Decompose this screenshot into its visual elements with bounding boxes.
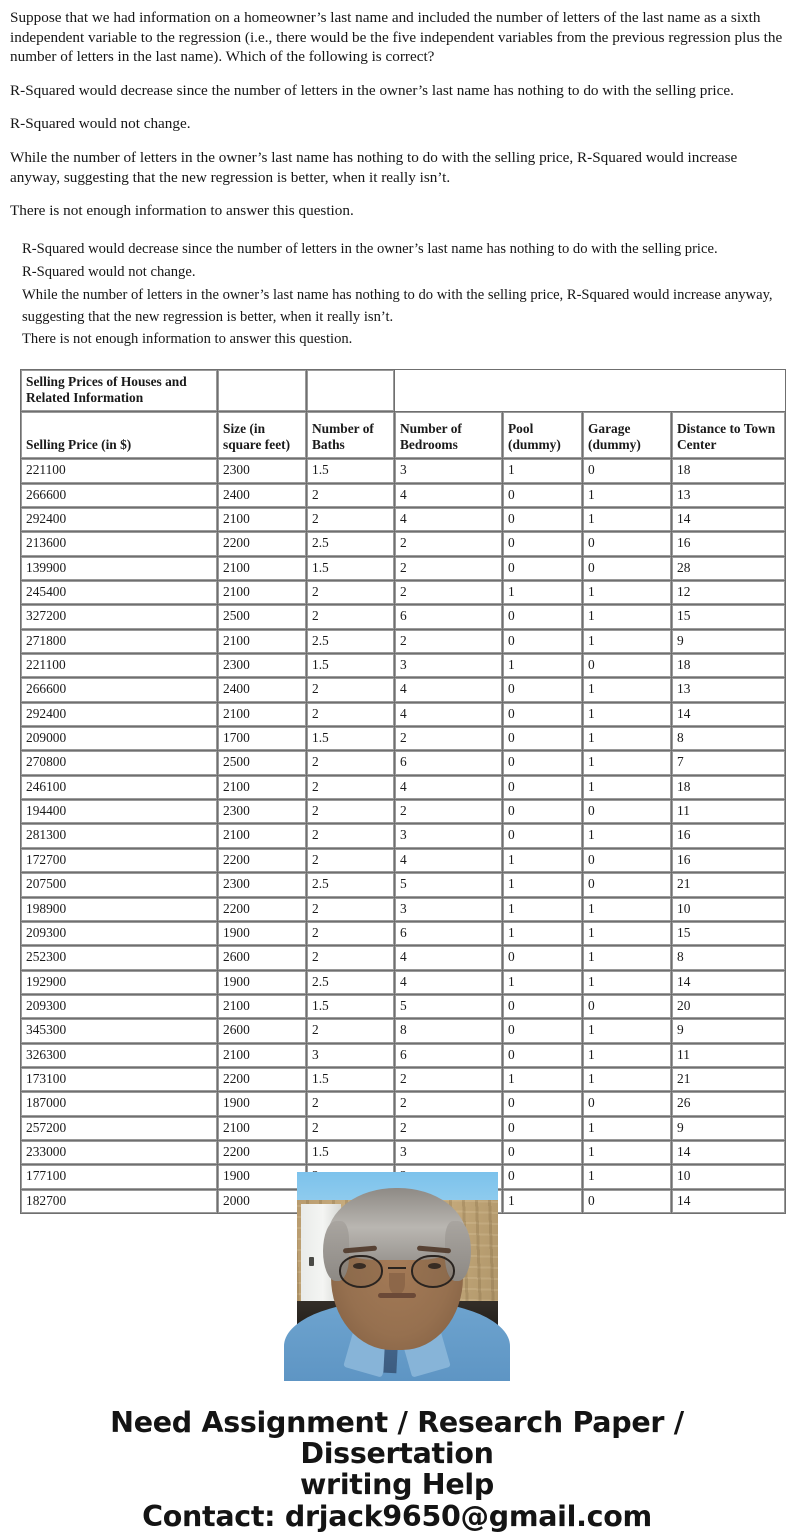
table-cell: 11 [672,800,785,823]
table-cell: 1 [503,849,582,872]
table-cell: 7 [672,751,785,774]
table-cell: 0 [503,727,582,750]
table-cell: 0 [503,946,582,969]
table-cell: 2.5 [307,873,394,896]
glasses-lens-right-icon [411,1255,455,1288]
table-cell: 14 [672,508,785,531]
table-title: Selling Prices of Houses and Related Information [21,370,217,411]
table-cell: 16 [672,824,785,847]
table-cell: 2100 [218,995,306,1018]
table-row [21,557,785,580]
table-row [21,654,785,677]
person-mouth [378,1293,416,1298]
table-row [21,484,785,507]
table-cell: 0 [583,1092,671,1115]
table-cell: 233000 [21,1141,217,1164]
table-title-row [21,370,785,411]
table-cell: 2 [395,1117,502,1140]
table-row [21,1092,785,1115]
answer-option-3[interactable]: There is not enough information to answer this question. [22,331,353,348]
table-cell: 2300 [218,654,306,677]
table-cell: 221100 [21,654,217,677]
table-cell: 2.5 [307,971,394,994]
table-cell: 0 [583,995,671,1018]
table-cell: 1 [503,898,582,921]
table-cell: 2 [307,1117,394,1140]
table-row [21,971,785,994]
table-cell: 6 [395,605,502,628]
column-header-distance: Distance to Town Center [672,412,785,458]
table-cell: 0 [583,532,671,555]
table-cell: 2100 [218,824,306,847]
table-cell: 18 [672,654,785,677]
table-cell: 1.5 [307,459,394,482]
table-cell: 1 [583,824,671,847]
table-cell: 28 [672,557,785,580]
answer-options-list [0,239,794,351]
page-root [0,8,794,1532]
table-cell: 8 [395,1019,502,1042]
table-cell: 182700 [21,1190,217,1213]
houses-table [20,369,786,1214]
table-cell: 0 [503,1141,582,1164]
table-row [21,1019,785,1042]
table-header-row [21,412,785,458]
table-cell: 1 [503,1068,582,1091]
table-cell: 2200 [218,1141,306,1164]
table-cell: 2200 [218,532,306,555]
table-cell: 187000 [21,1092,217,1115]
table-cell: 2 [395,1068,502,1091]
table-cell: 2100 [218,557,306,580]
table-cell: 0 [503,800,582,823]
table-cell: 2 [307,849,394,872]
table-cell: 3 [395,654,502,677]
table-cell: 9 [672,1117,785,1140]
table-cell: 0 [503,1092,582,1115]
table-cell: 10 [672,1165,785,1188]
table-cell: 266600 [21,678,217,701]
table-row [21,630,785,653]
table-cell: 1 [583,727,671,750]
table-cell: 0 [503,824,582,847]
table-cell: 13 [672,678,785,701]
table-row [21,1117,785,1140]
table-cell: 270800 [21,751,217,774]
question-choice-2: While the number of letters in the owner’s last name has nothing to do with the selling price, R-Squared would increase anyway, suggesting that the new regression is better, when it really isn’t. [10,149,738,186]
table-cell: 11 [672,1044,785,1067]
table-cell: 16 [672,532,785,555]
table-cell: 2100 [218,776,306,799]
table-cell: 271800 [21,630,217,653]
footer-ad-line-2: writing Help [300,1468,494,1502]
table-cell: 20 [672,995,785,1018]
table-cell: 0 [503,508,582,531]
table-row [21,532,785,555]
houses-table-body [21,370,785,1213]
table-cell: 2 [307,824,394,847]
table-cell: 3 [307,1044,394,1067]
table-cell: 10 [672,898,785,921]
table-cell: 26 [672,1092,785,1115]
table-cell: 0 [503,1019,582,1042]
table-cell: 3 [395,824,502,847]
table-cell: 221100 [21,459,217,482]
table-cell: 0 [583,1190,671,1213]
column-header-pool: Pool (dummy) [503,412,582,458]
table-cell: 1 [503,459,582,482]
table-cell: 2 [307,898,394,921]
table-cell: 0 [503,532,582,555]
table-cell: 1 [583,776,671,799]
table-cell: 1 [583,630,671,653]
table-cell: 14 [672,1190,785,1213]
table-cell: 18 [672,459,785,482]
table-row [21,922,785,945]
table-row [21,995,785,1018]
footer-ad-line-1: Need Assignment / Research Paper / Dissertation [110,1406,684,1471]
person-nose [389,1273,405,1295]
table-cell: 2400 [218,484,306,507]
table-cell: 6 [395,1044,502,1067]
table-row [21,800,785,823]
table-row [21,605,785,628]
table-cell: 209300 [21,922,217,945]
question-block [0,8,794,221]
table-cell: 1.5 [307,557,394,580]
table-cell: 1 [503,1190,582,1213]
table-cell: 4 [395,703,502,726]
table-cell: 4 [395,971,502,994]
table-cell: 0 [583,800,671,823]
table-cell: 2.5 [307,630,394,653]
table-cell: 5 [395,995,502,1018]
table-cell: 2300 [218,459,306,482]
table-cell: 2400 [218,678,306,701]
table-cell: 209000 [21,727,217,750]
table-cell: 2 [395,727,502,750]
table-cell: 266600 [21,484,217,507]
table-cell: 2100 [218,1044,306,1067]
glasses-lens-left-icon [339,1255,383,1288]
table-cell: 2000 [218,1190,306,1213]
table-cell: 4 [395,508,502,531]
table-cell: 1 [583,1044,671,1067]
table-title-spacer [395,370,785,411]
table-cell: 1.5 [307,654,394,677]
table-cell: 4 [395,776,502,799]
table-cell: 1900 [218,1165,306,1188]
table-cell: 0 [503,751,582,774]
answer-option-1[interactable]: R-Squared would not change. [22,263,196,280]
table-cell: 0 [503,630,582,653]
table-title-blank-1 [218,370,306,411]
table-cell: 2500 [218,751,306,774]
table-cell: 345300 [21,1019,217,1042]
answer-option-2[interactable]: While the number of letters in the owner’s last name has nothing to do with the selling price, R-Squared would increase anyway, suggesting that the new regression is better, when it really isn’t. [22,286,773,325]
table-cell: 1 [583,678,671,701]
table-cell: 1.5 [307,1068,394,1091]
table-cell: 4 [395,678,502,701]
table-cell: 0 [503,995,582,1018]
table-cell: 2200 [218,1068,306,1091]
table-row [21,727,785,750]
table-row [21,678,785,701]
table-cell: 3 [395,459,502,482]
table-cell: 192900 [21,971,217,994]
portrait-block [0,1172,794,1373]
table-cell: 2 [395,557,502,580]
table-cell: 1700 [218,727,306,750]
table-cell: 18 [672,776,785,799]
table-cell: 0 [583,654,671,677]
table-cell: 1 [583,1165,671,1188]
table-cell: 1 [583,946,671,969]
table-cell: 15 [672,922,785,945]
background-switch [309,1257,314,1266]
table-cell: 2 [307,1092,394,1115]
table-cell: 2 [307,776,394,799]
table-cell: 9 [672,630,785,653]
question-prompt: Suppose that we had information on a homeowner’s last name and included the number of letters of the last name as a sixth independent variable to the regression (i.e., there would be the five independent variables from the previous regression plus the number of letters in the last name). Which of the following is correct? [10,9,783,66]
table-cell: 1900 [218,971,306,994]
column-header-size: Size (in square feet) [218,412,306,458]
table-cell: 2600 [218,1019,306,1042]
question-choice-0: R-Squared would decrease since the number of letters in the owner’s last name has nothing to do with the selling price. [10,81,734,99]
table-cell: 0 [503,703,582,726]
table-row [21,459,785,482]
table-cell: 1900 [218,922,306,945]
table-cell: 2 [395,581,502,604]
table-title-blank-2 [307,370,394,411]
table-cell: 8 [672,727,785,750]
table-cell: 1 [583,605,671,628]
table-cell: 292400 [21,703,217,726]
table-cell: 16 [672,849,785,872]
table-cell: 1 [503,873,582,896]
table-cell: 13 [672,484,785,507]
table-cell: 1 [583,898,671,921]
table-cell: 1.5 [307,1141,394,1164]
glasses-bridge-icon [388,1267,406,1270]
question-choice-1: R-Squared would not change. [10,115,191,133]
table-cell: 4 [395,849,502,872]
table-row [21,751,785,774]
table-cell: 252300 [21,946,217,969]
table-cell: 2 [395,630,502,653]
table-cell: 245400 [21,581,217,604]
table-row [21,898,785,921]
table-cell: 0 [503,557,582,580]
table-cell: 173100 [21,1068,217,1091]
table-cell: 2100 [218,581,306,604]
table-cell: 0 [583,849,671,872]
table-cell: 0 [503,1117,582,1140]
table-cell: 1 [583,1068,671,1091]
column-header-selling-price: Selling Price (in $) [21,412,217,458]
table-cell: 1 [583,1141,671,1164]
table-cell: 246100 [21,776,217,799]
table-cell: 2100 [218,703,306,726]
table-cell: 257200 [21,1117,217,1140]
table-cell: 0 [503,1044,582,1067]
table-cell: 1 [503,971,582,994]
table-cell: 1 [583,751,671,774]
table-cell: 8 [672,946,785,969]
table-cell: 6 [395,751,502,774]
table-cell: 14 [672,703,785,726]
table-cell: 2 [307,605,394,628]
table-cell: 2100 [218,1117,306,1140]
table-cell: 292400 [21,508,217,531]
table-cell: 2 [307,800,394,823]
table-row [21,946,785,969]
table-cell: 213600 [21,532,217,555]
table-cell: 177100 [21,1165,217,1188]
table-cell: 1900 [218,1092,306,1115]
table-cell: 327200 [21,605,217,628]
table-cell: 2 [307,922,394,945]
table-cell: 1 [583,971,671,994]
table-row [21,873,785,896]
table-cell: 194400 [21,800,217,823]
table-cell: 1 [583,703,671,726]
table-cell: 1.5 [307,995,394,1018]
table-cell: 12 [672,581,785,604]
table-cell: 2300 [218,873,306,896]
footer-ad [0,1407,794,1531]
table-cell: 3 [395,1141,502,1164]
table-cell: 9 [672,1019,785,1042]
table-cell: 2 [307,581,394,604]
table-row [21,703,785,726]
table-row [21,581,785,604]
table-cell: 3 [395,898,502,921]
table-cell: 0 [503,484,582,507]
table-cell: 2100 [218,630,306,653]
table-cell: 14 [672,971,785,994]
table-cell: 4 [395,946,502,969]
table-cell: 139900 [21,557,217,580]
table-cell: 1 [583,922,671,945]
table-cell: 207500 [21,873,217,896]
question-choice-3: There is not enough information to answer this question. [10,202,354,220]
table-cell: 2600 [218,946,306,969]
table-cell: 0 [583,459,671,482]
table-cell: 2100 [218,508,306,531]
table-cell: 2 [307,1019,394,1042]
table-row [21,1044,785,1067]
table-cell: 172700 [21,849,217,872]
table-cell: 1 [583,484,671,507]
table-cell: 0 [503,678,582,701]
avatar [297,1172,498,1373]
table-cell: 0 [583,557,671,580]
table-cell: 14 [672,1141,785,1164]
table-cell: 1.5 [307,727,394,750]
table-cell: 2 [307,484,394,507]
table-cell: 1 [583,581,671,604]
table-row [21,508,785,531]
table-cell: 2 [307,508,394,531]
table-cell: 2 [307,946,394,969]
table-cell: 1 [503,654,582,677]
table-cell: 2 [307,703,394,726]
table-cell: 2 [307,678,394,701]
table-cell: 2200 [218,849,306,872]
table-cell: 198900 [21,898,217,921]
footer-ad-line-3: Contact: drjack9650@gmail.com [142,1499,652,1533]
table-cell: 0 [583,873,671,896]
table-cell: 326300 [21,1044,217,1067]
table-cell: 1 [583,1019,671,1042]
table-cell: 15 [672,605,785,628]
table-cell: 0 [503,1165,582,1188]
table-cell: 21 [672,1068,785,1091]
table-cell: 2200 [218,898,306,921]
table-cell: 2300 [218,800,306,823]
table-cell: 0 [503,776,582,799]
table-row [21,824,785,847]
column-header-bedrooms: Number of Bedrooms [395,412,502,458]
table-row [21,1068,785,1091]
table-cell: 2 [395,800,502,823]
table-row [21,849,785,872]
table-cell: 5 [395,873,502,896]
table-cell: 1 [583,1117,671,1140]
table-cell: 2 [395,1092,502,1115]
table-cell: 1 [583,508,671,531]
table-cell: 2.5 [307,532,394,555]
column-header-garage: Garage (dummy) [583,412,671,458]
table-cell: 2 [307,751,394,774]
table-cell: 1 [503,581,582,604]
table-cell: 1 [503,922,582,945]
column-header-baths: Number of Baths [307,412,394,458]
table-row [21,1141,785,1164]
table-row [21,776,785,799]
houses-table-wrapper [0,369,794,1208]
table-cell: 2 [395,532,502,555]
table-cell: 2500 [218,605,306,628]
table-cell: 209300 [21,995,217,1018]
table-cell: 281300 [21,824,217,847]
table-cell: 0 [503,605,582,628]
table-cell: 4 [395,484,502,507]
table-cell: 6 [395,922,502,945]
table-cell: 21 [672,873,785,896]
answer-option-0[interactable]: R-Squared would decrease since the number of letters in the owner’s last name has nothing to do with the selling price. [22,240,718,257]
